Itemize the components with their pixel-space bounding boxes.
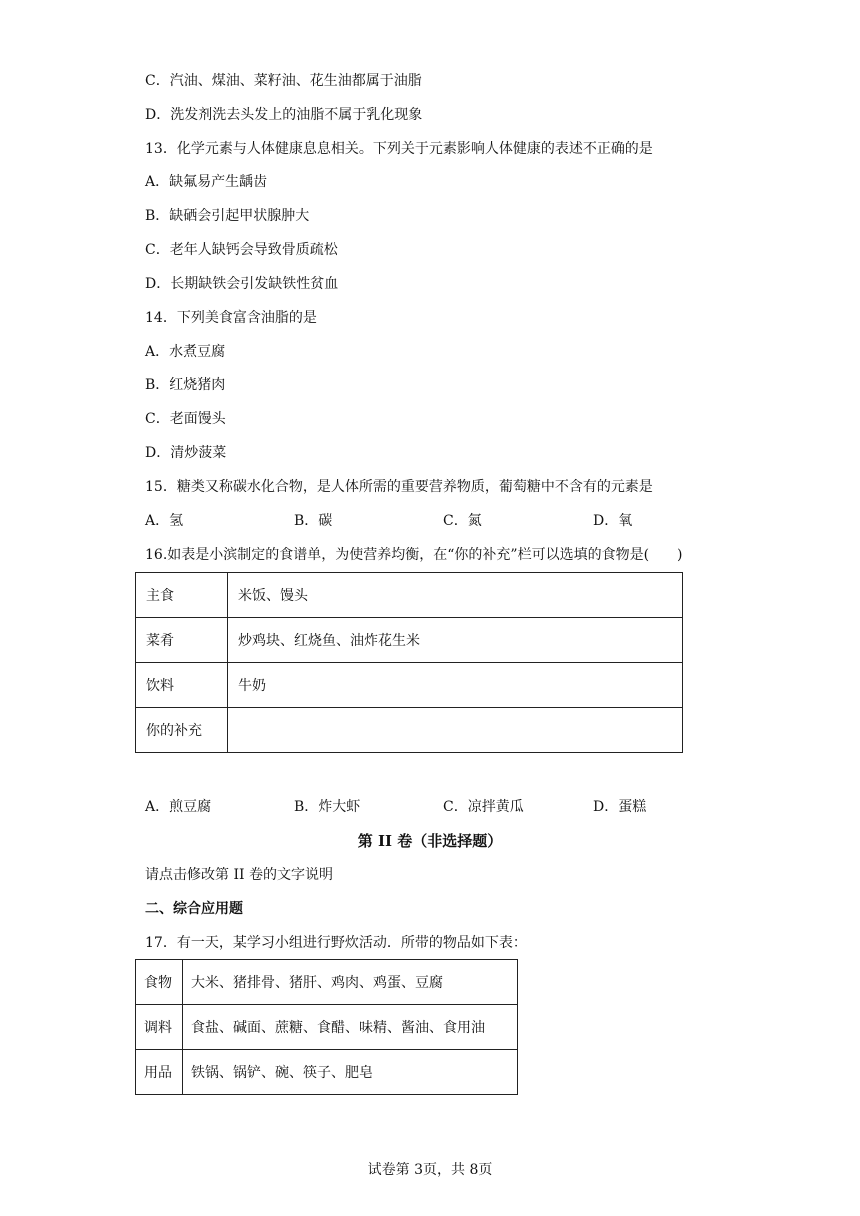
q15-option-a: A．氢 [145, 513, 184, 529]
table-cell-value: 食盐、碱面、蔗糖、食醋、味精、酱油、食用油 [183, 1005, 518, 1050]
q13-option-d: D．长期缺铁会引发缺铁性贫血 [145, 276, 339, 292]
q15-option-b: B．碳 [294, 513, 333, 529]
table-cell-key: 主食 [136, 573, 228, 618]
table-row [136, 1005, 518, 1050]
q16-option-d: D．蛋糕 [593, 799, 647, 815]
table-cell-key: 菜肴 [136, 618, 228, 663]
q16-option-c: C．凉拌黄瓜 [443, 799, 524, 815]
table-cell-key: 你的补充 [136, 708, 228, 753]
part-2-title: 第 II 卷（非选择题） [357, 832, 503, 850]
q14-option-d: D．清炒菠菜 [145, 445, 227, 461]
q16-option-a: A．煎豆腐 [145, 799, 212, 815]
q13-option-a: A．缺氟易产生龋齿 [145, 174, 268, 190]
table-cell-key: 饮料 [136, 663, 228, 708]
table-cell-value: 牛奶 [228, 663, 683, 708]
table-row [136, 1050, 518, 1095]
question-15: 15．糖类又称碳水化合物，是人体所需的重要营养物质，葡萄糖中不含有的元素是 [145, 479, 653, 495]
page-footer: 试卷第 3页，共 8页 [367, 1162, 493, 1178]
q14-option-b: B．红烧猪肉 [145, 377, 226, 393]
table-row [136, 618, 683, 663]
table-cell-value [228, 708, 683, 753]
question-17: 17．有一天，某学习小组进行野炊活动．所带的物品如下表： [145, 935, 527, 951]
question-13: 13．化学元素与人体健康息息相关。下列关于元素影响人体健康的表述不正确的是 [145, 141, 653, 157]
table-row [136, 960, 518, 1005]
table-row [136, 663, 683, 708]
table-row [136, 573, 683, 618]
q15-option-d: D．氧 [593, 513, 633, 529]
q16-option-b: B．炸大虾 [294, 799, 361, 815]
table-cell-value: 炒鸡块、红烧鱼、油炸花生米 [228, 618, 683, 663]
table-cell-key: 用品 [136, 1050, 183, 1095]
q12-option-d: D．洗发剂洗去头发上的油脂不属于乳化现象 [145, 107, 423, 123]
q12-option-c: C．汽油、煤油、菜籽油、花生油都属于油脂 [145, 73, 422, 89]
diet-table [135, 572, 683, 753]
part-2-note: 请点击修改第 II 卷的文字说明 [145, 867, 333, 883]
supplies-table [135, 959, 518, 1095]
section-heading: 二、综合应用题 [145, 901, 243, 917]
q14-option-c: C．老面馒头 [145, 411, 226, 427]
table-cell-value: 大米、猪排骨、猪肝、鸡肉、鸡蛋、豆腐 [183, 960, 518, 1005]
q13-option-c: C．老年人缺钙会导致骨质疏松 [145, 242, 338, 258]
table-row [136, 708, 683, 753]
question-14: 14．下列美食富含油脂的是 [145, 310, 317, 326]
table-cell-key: 食物 [136, 960, 183, 1005]
table-cell-value: 米饭、馒头 [228, 573, 683, 618]
q15-option-c: C．氮 [443, 513, 482, 529]
q14-option-a: A．水煮豆腐 [145, 344, 226, 360]
table-cell-key: 调料 [136, 1005, 183, 1050]
q13-option-b: B．缺硒会引起甲状腺肿大 [145, 208, 310, 224]
question-16: 16.如表是小滨制定的食谱单，为使营养均衡，在“你的补充”栏可以选填的食物是( ) [145, 547, 683, 563]
table-cell-value: 铁锅、锅铲、碗、筷子、肥皂 [183, 1050, 518, 1095]
